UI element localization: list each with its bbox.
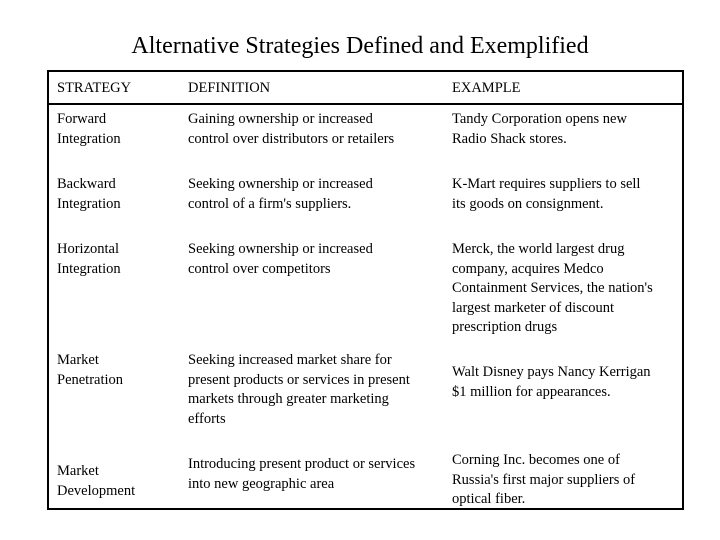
strategy-cell: Forward Integration — [57, 111, 121, 147]
example-cell: Merck, the world largest drug company, acquires Medco Containment Services, the nation's largest marketer of discount prescription drugs — [452, 241, 653, 335]
definition-cell: Gaining ownership or increased control over distributors or retailers — [188, 111, 395, 147]
example-cell: K-Mart requires suppliers to sell its goods on consignment. — [452, 176, 641, 212]
definition-cell: Seeking ownership or increased control over competitors — [188, 241, 373, 277]
example-cell: Corning Inc. becomes one of Russia's first major suppliers of optical fiber. — [452, 452, 636, 507]
strategy-cell: Backward Integration — [57, 176, 121, 212]
strategy-cell: Market Penetration — [57, 352, 124, 388]
definition-cell: Introducing present product or services into new geographic area — [188, 456, 416, 492]
definition-cell: Seeking ownership or increased control of a firm's suppliers. — [188, 176, 373, 212]
definition-cell: Seeking increased market share for present products or services in present markets through greater marketing efforts — [188, 352, 410, 427]
header-example: EXAMPLE — [452, 80, 521, 96]
strategy-cell: Market Development — [57, 463, 136, 499]
example-cell: Tandy Corporation opens new Radio Shack stores. — [452, 111, 627, 147]
example-cell: Walt Disney pays Nancy Kerrigan $1 million for appearances. — [452, 364, 651, 400]
table-header-row — [49, 72, 682, 105]
strategies-table — [47, 70, 684, 510]
strategy-cell: Horizontal Integration — [57, 241, 121, 277]
header-strategy: STRATEGY — [57, 80, 132, 96]
page-title: Alternative Strategies Defined and Exemplified — [131, 33, 589, 59]
header-definition: DEFINITION — [188, 80, 271, 96]
